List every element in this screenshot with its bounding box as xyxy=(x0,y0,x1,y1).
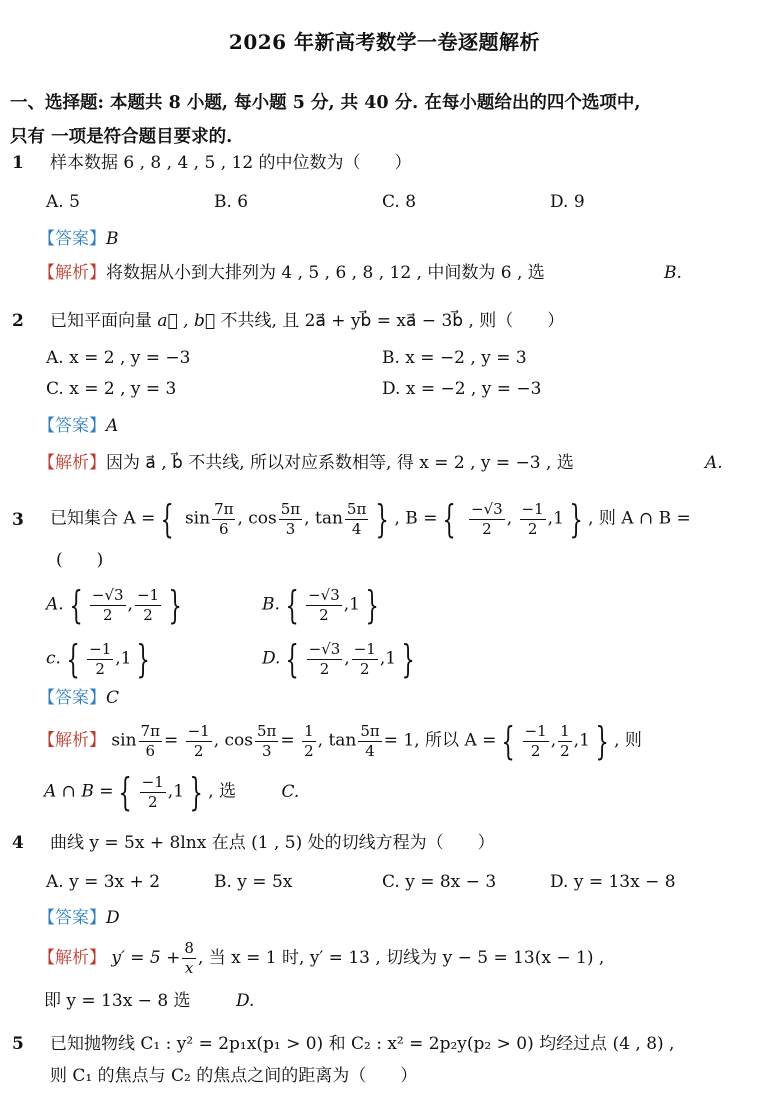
question-number: 3 xyxy=(12,510,24,530)
q3-option-b: B. { $\frac{-√3}{2}$ ,1 } xyxy=(262,583,379,627)
q2-answer xyxy=(38,418,118,435)
question-number: 1 xyxy=(12,153,24,173)
analysis-text: 因为 a⃗ , b⃗ 不共线, 所以对应系数相等, 得 x = 2 , y = −3 , 选 xyxy=(106,453,574,473)
analysis-answer: D. xyxy=(235,991,255,1011)
answer-label: 【答案】 xyxy=(38,688,106,708)
question-stem: 曲线 y = 5x + 8lnx 在点 (1 , 5) 处的切线方程为（ ） xyxy=(50,833,495,853)
question-3 xyxy=(0,497,769,544)
section-line-2: 只有 一项是符合题目要求的. xyxy=(10,127,233,147)
q3-answer xyxy=(38,690,119,707)
analysis-label: 【解析】 xyxy=(38,948,106,968)
answer-label: 【答案】 xyxy=(38,229,106,249)
option-b: B. x = −2 , y = 3 xyxy=(382,348,527,368)
option-d: D. 9 xyxy=(550,192,585,212)
question-number: 2 xyxy=(12,311,24,331)
question-stem: 已知集合 A = { sin $\frac{7\pi}{6}$ , cos $\frac{5\pi}{3}$ , tan $\frac{5\pi}{4}$ } , B = { $\frac{-√3}{2}$ , $\frac{-1}{2}$ ,1 } , 则 A ∩ B = xyxy=(50,497,691,541)
answer-value: B xyxy=(106,229,119,249)
q3-option-a: A. { $\frac{-√3}{2}$ , $\frac{-1}{2}$ } xyxy=(46,583,182,627)
option-a: A. x = 2 , y = −3 xyxy=(46,348,191,368)
q4-analysis-line-1: 【解析】 y′ = 5 + $\frac{8}{x}$ , 当 x = 1 时, y′ = 13 , 切线为 y − 5 = 13(x − 1) , xyxy=(38,939,605,977)
option-d: D. y = 13x − 8 xyxy=(550,872,676,892)
q1-analysis xyxy=(38,265,758,282)
q3-analysis-line-2: A ∩ B = { $\frac{-1}{2}$ ,1 } , 选 C. xyxy=(44,770,300,814)
analysis-answer: C. xyxy=(281,781,300,802)
question-number: 4 xyxy=(12,833,24,853)
option-a: A. 5 xyxy=(46,192,80,212)
q2-analysis xyxy=(38,455,758,472)
q4-answer xyxy=(38,910,120,927)
question-stem-line-2: 则 C₁ 的焦点与 C₂ 的焦点之间的距离为（ ） xyxy=(50,1066,418,1086)
q3-analysis-line-1: 【解析】 sin $\frac{7\pi}{6}$ = $\frac{-1}{2}$ , cos $\frac{5\pi}{3}$ = $\frac{1}{2}$ , tan $\frac{5\pi}{4}$ = 1, 所以 A = { $\frac{-1}{2}$ , $\frac{1}{2}$ ,1 } , 则 xyxy=(38,719,642,763)
analysis-label: 【解析】 xyxy=(38,453,106,473)
analysis-answer: A. xyxy=(705,453,723,473)
option-c: C. 8 xyxy=(382,192,417,212)
q3-paren: ( ) xyxy=(56,550,104,570)
section-header xyxy=(10,86,760,154)
section-line-1: 一、选择题: 本题共 8 小题, 每小题 5 分, 共 40 分. 在每小题给出的四个选项中, xyxy=(10,93,641,113)
answer-value: A xyxy=(106,416,119,436)
question-stem: 已知平面向量 a⃗ , b⃗ 不共线, 且 2a⃗ + yb⃗ = xa⃗ − 3b⃗ , 则（ ） xyxy=(50,311,565,331)
question-number: 5 xyxy=(12,1034,24,1054)
option-c: C. y = 8x − 3 xyxy=(382,872,497,892)
q4-analysis-line-2: 即 y = 13x − 8 选 D. xyxy=(44,991,255,1011)
analysis-answer: B. xyxy=(664,263,682,283)
option-b: B. 6 xyxy=(214,192,249,212)
question-stem: 已知抛物线 C₁ : y² = 2p₁x(p₁ > 0) 和 C₂ : x² = 2p₂y(p₂ > 0) 均经过点 (4 , 8) , xyxy=(50,1034,675,1054)
q1-answer xyxy=(38,231,119,248)
document-title: 2026 年新高考数学一卷逐题解析 xyxy=(228,30,541,54)
analysis-text: 将数据从小到大排列为 4 , 5 , 6 , 8 , 12 , 中间数为 6 , 选 xyxy=(106,263,545,283)
analysis-label: 【解析】 xyxy=(38,263,106,283)
question-stem: 样本数据 6 , 8 , 4 , 5 , 12 的中位数为（ ） xyxy=(50,153,412,173)
answer-label: 【答案】 xyxy=(38,908,106,928)
q3-option-c: c. { $\frac{-1}{2}$ ,1 } xyxy=(46,637,151,681)
q3-option-d: D. { $\frac{-√3}{2}$ , $\frac{-1}{2}$ ,1 } xyxy=(262,637,415,681)
option-b: B. y = 5x xyxy=(214,872,293,892)
answer-value: C xyxy=(106,688,120,708)
answer-value: D xyxy=(106,908,120,928)
option-d: D. x = −2 , y = −3 xyxy=(382,379,542,399)
analysis-label: 【解析】 xyxy=(38,730,106,751)
answer-label: 【答案】 xyxy=(38,416,106,436)
option-a: A. y = 3x + 2 xyxy=(46,872,161,892)
option-c: C. x = 2 , y = 3 xyxy=(46,379,177,399)
